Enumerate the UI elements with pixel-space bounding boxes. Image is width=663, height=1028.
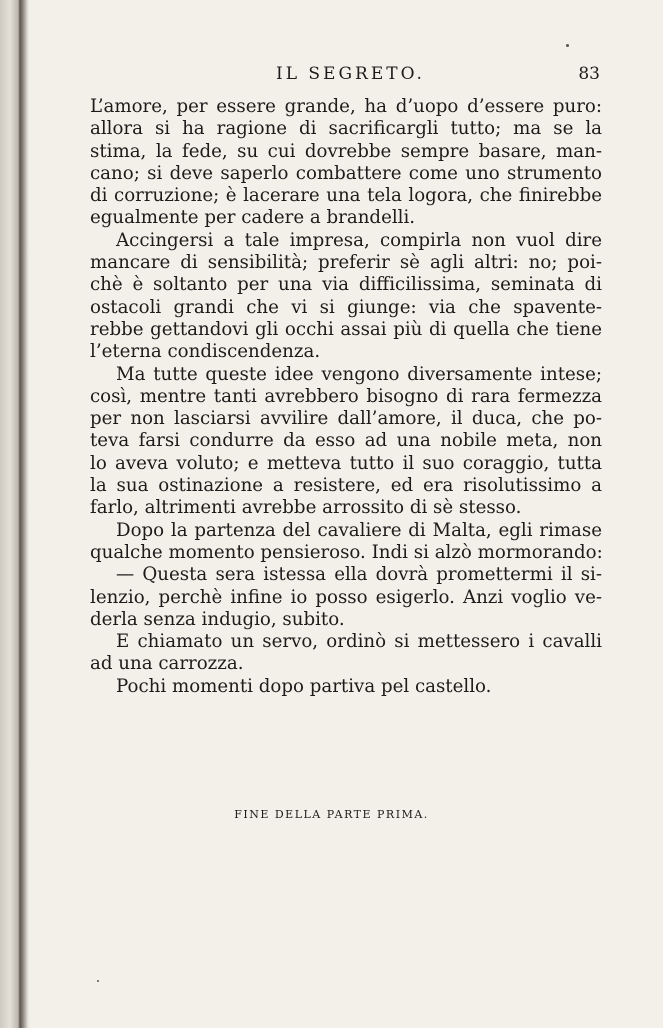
page-number: 83 <box>578 64 600 84</box>
text-line: mancare di sensibilità; preferir sè agli altri: no; poi- <box>90 252 602 274</box>
text-line: qualche momento pensieroso. Indi si alzò mormorando: <box>90 541 603 563</box>
text-line: Accingersi a tale impresa, compirla non vuol dire <box>116 229 602 251</box>
text-line: stima, la fede, su cui dovrebbe sempre basare, man- <box>90 140 602 162</box>
text-line: derla senza indugio, subito. <box>90 608 345 630</box>
text-line: E chiamato un servo, ordinò si mettessero i cavalli <box>116 631 602 653</box>
text-line: ostacoli grandi che vi si giunge: via che spavente- <box>90 296 602 318</box>
body-text <box>90 96 602 698</box>
text-line: Ma tutte queste idee vengono diversamente intese; <box>116 363 602 385</box>
text-line: Pochi momenti dopo partiva pel castello. <box>116 675 492 697</box>
text-line: L’amore, per essere grande, ha d’uopo d’essere puro: <box>90 96 602 117</box>
print-speck <box>566 44 569 47</box>
text-line: allora si ha ragione di sacrificargli tutto; ma se la <box>90 118 602 140</box>
text-line: la sua ostinazione a resistere, ed era risolutissimo a <box>90 475 602 497</box>
text-line: di corruzione; è lacerare una tela logora, che finirebbe <box>90 185 602 207</box>
text-line: lenzio, perchè infine io posso esigerlo. Anzi voglio ve- <box>90 586 602 608</box>
end-of-part-mark: FINE DELLA PARTE PRIMA. <box>234 808 429 821</box>
text-line: Dopo la partenza del cavaliere di Malta, egli rimase <box>116 519 602 541</box>
running-header <box>276 64 600 88</box>
text-line: chè è soltanto per una via difficilissima, seminata di <box>90 274 602 296</box>
text-line: — Questa sera istessa ella dovrà promettermi il si- <box>116 564 602 586</box>
print-speck <box>97 980 99 982</box>
text-line: lo aveva voluto; e metteva tutto il suo coraggio, tutta <box>90 452 602 474</box>
text-line: cano; si deve saperlo combattere come uno strumento <box>90 162 602 184</box>
book-spine-shadow <box>0 0 30 1028</box>
text-line: farlo, altrimenti avrebbe arrossito di sè stesso. <box>90 497 522 519</box>
text-line: per non lasciarsi avvilire dall’amore, il duca, che po- <box>90 408 602 430</box>
text-line: egualmente per cadere a brandelli. <box>90 207 416 229</box>
text-line: teva farsi condurre da esso ad una nobile meta, non <box>90 430 602 452</box>
text-line: l’eterna condiscendenza. <box>90 341 321 363</box>
text-line: ad una carrozza. <box>90 653 244 675</box>
running-title: IL SEGRETO. <box>276 64 425 84</box>
text-line: così, mentre tanti avrebbero bisogno di rara fermezza <box>90 385 602 407</box>
text-line: rebbe gettandovi gli occhi assai più di quella che tiene <box>90 318 602 340</box>
